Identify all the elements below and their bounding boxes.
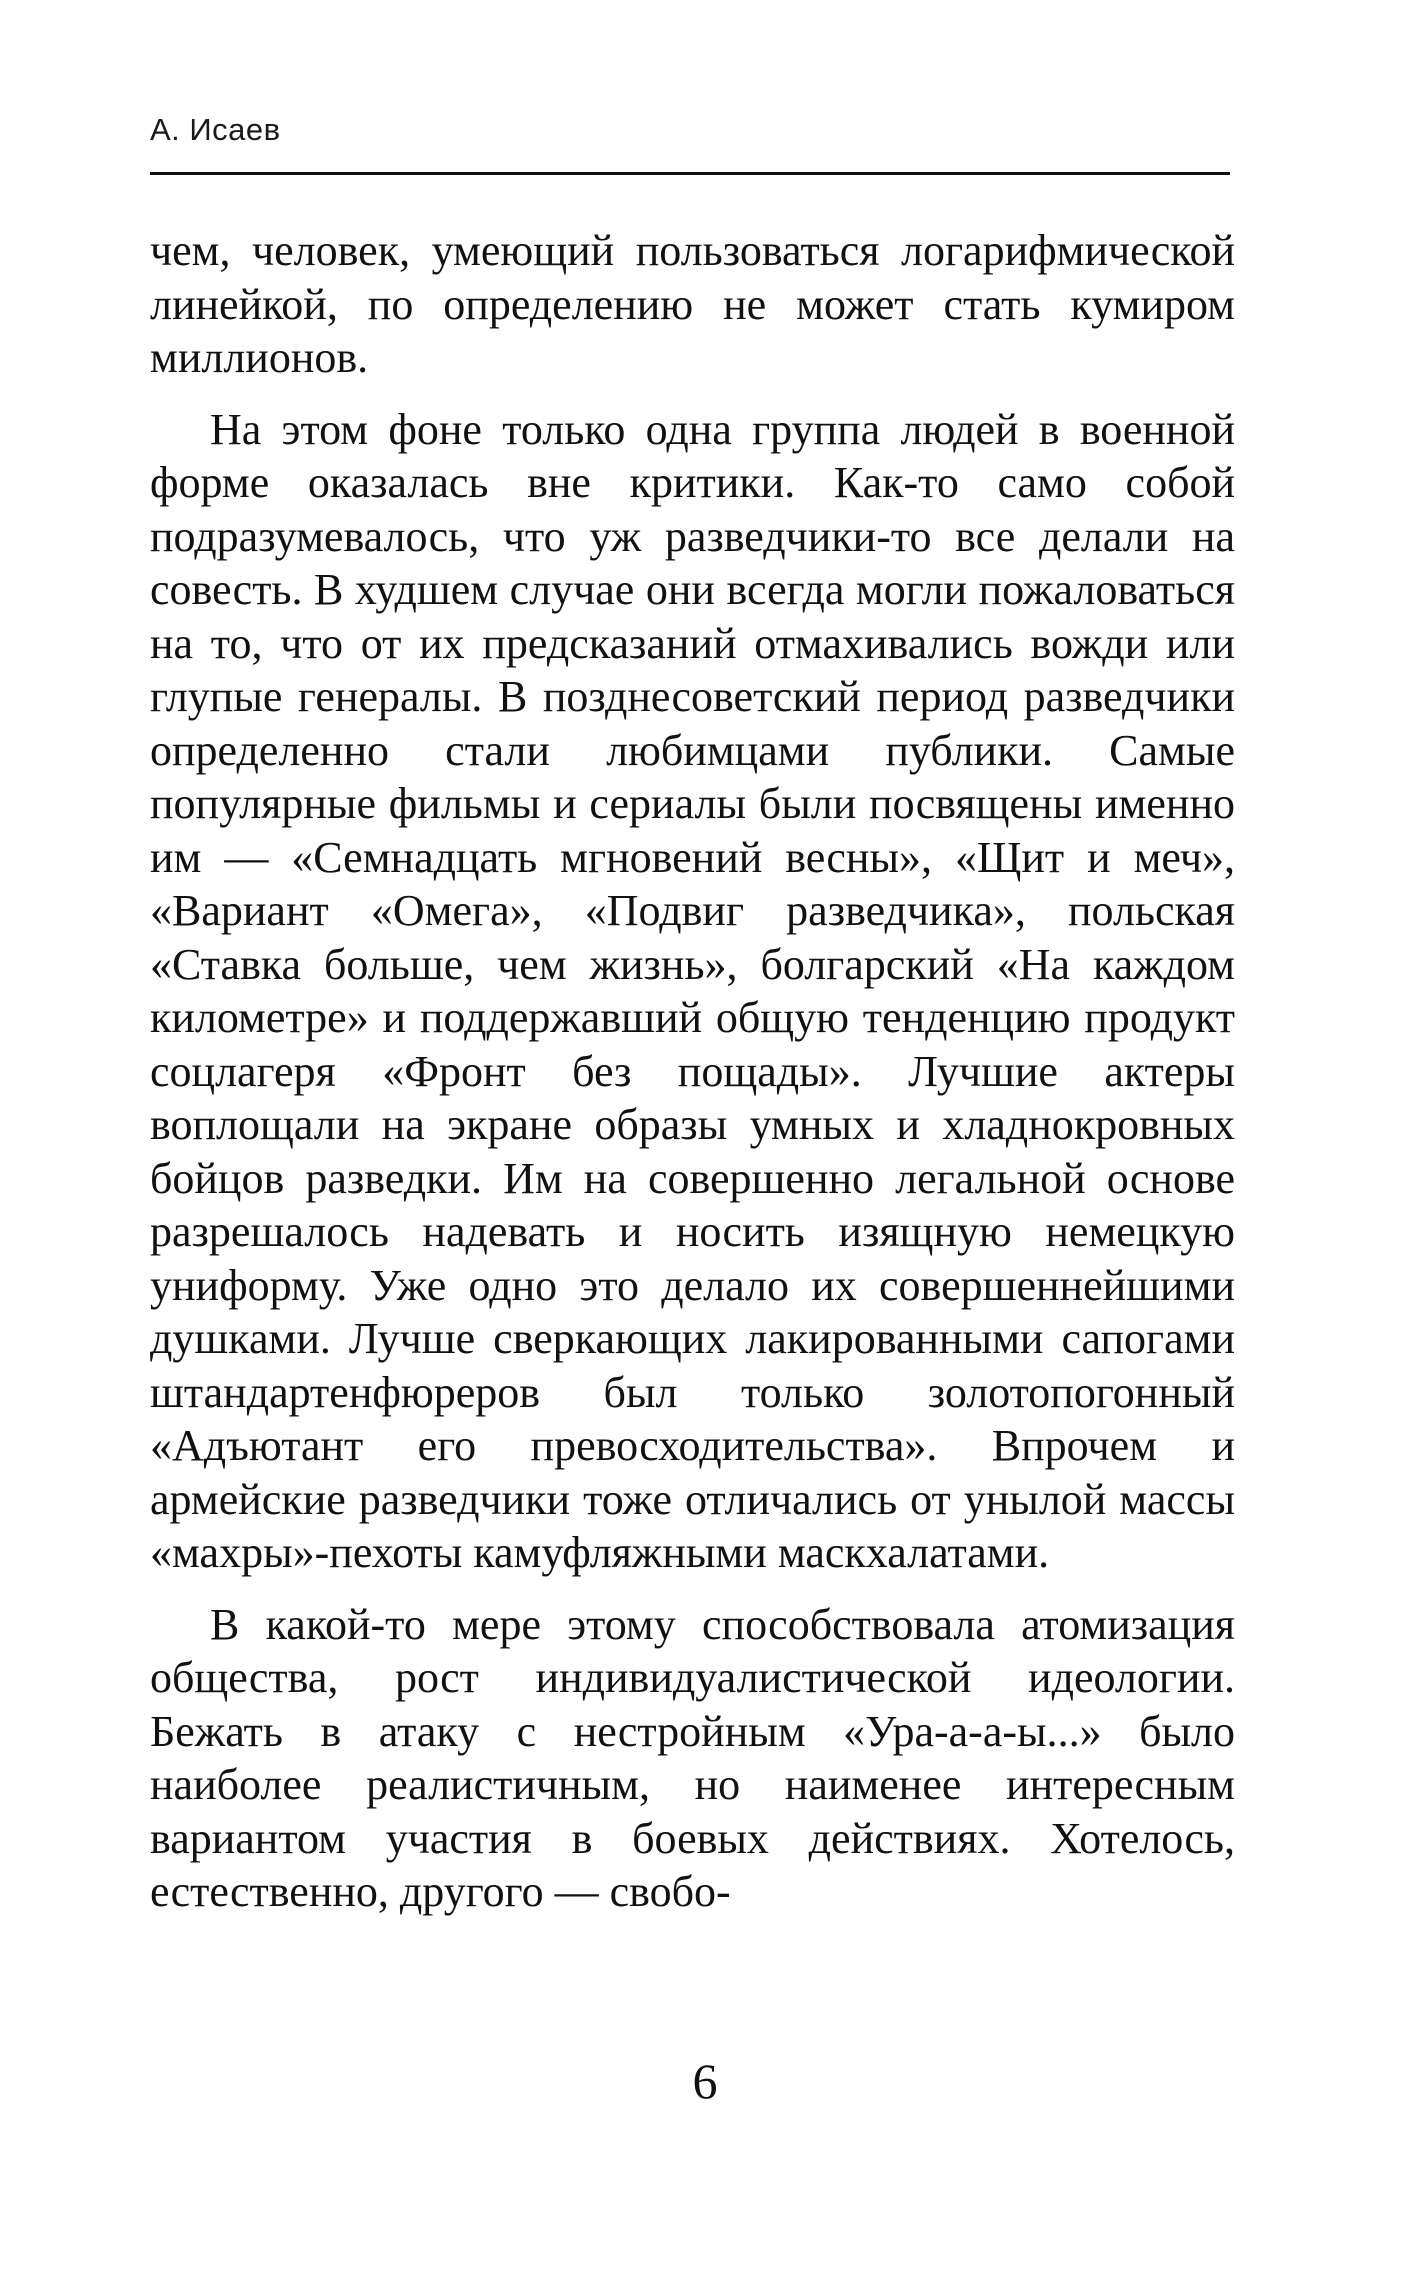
body-text: [150, 224, 1235, 1937]
page-number: 6: [692, 2053, 718, 2109]
paragraph: На этом фоне только одна группа людей в военной форме оказалась вне критики. Как-то само собой подразумевалось, что уж разведчики-то все делали на совесть. В худшем случае они всегда могли пожаловаться на то, что от их предсказаний отмахивались вожди или глупые генералы. В позднесоветский период разведчики определенно стали любимцами публики. Самые популярные фильмы и сериалы были посвящены именно им — «Семнадцать мгновений весны», «Щит и меч», «Вариант «Омега», «Подвиг разведчика», польская «Ставка больше, чем жизнь», болгарский «На каждом километре» и поддержавший общую тенденцию продукт соцлагеря «Фронт без пощады». Лучшие актеры воплощали на экране образы умных и хладнокровных бойцов разведки. Им на совершенно легальной основе разрешалось надевать и носить изящную немецкую униформу. Уже одно это делало их совершеннейшими душками. Лучше сверкающих лакированными сапогами штандартенфюреров был только золотопогонный «Адъютант его превосходительства». Впрочем и армейские разведчики тоже отличались от унылой массы «махры»-пехоты камуфляжными маскхалатами.: [150, 404, 1235, 1577]
running-head-author: А. Исаев: [150, 112, 281, 147]
paragraph: чем, человек, умеющий пользоваться логарифмической линейкой, по определению не может стать кумиром миллионов.: [150, 226, 1235, 382]
paragraph: В какой-то мере этому способствовала атомизация общества, рост индивидуалистической идеологии. Бежать в атаку с нестройным «Ура-а-а-ы...» было наиболее реалистичным, но наименее интересным вариантом участия в боевых действиях. Хотелось, естественно, другого — свобо-: [150, 1599, 1235, 1916]
header-rule: [150, 172, 1230, 175]
